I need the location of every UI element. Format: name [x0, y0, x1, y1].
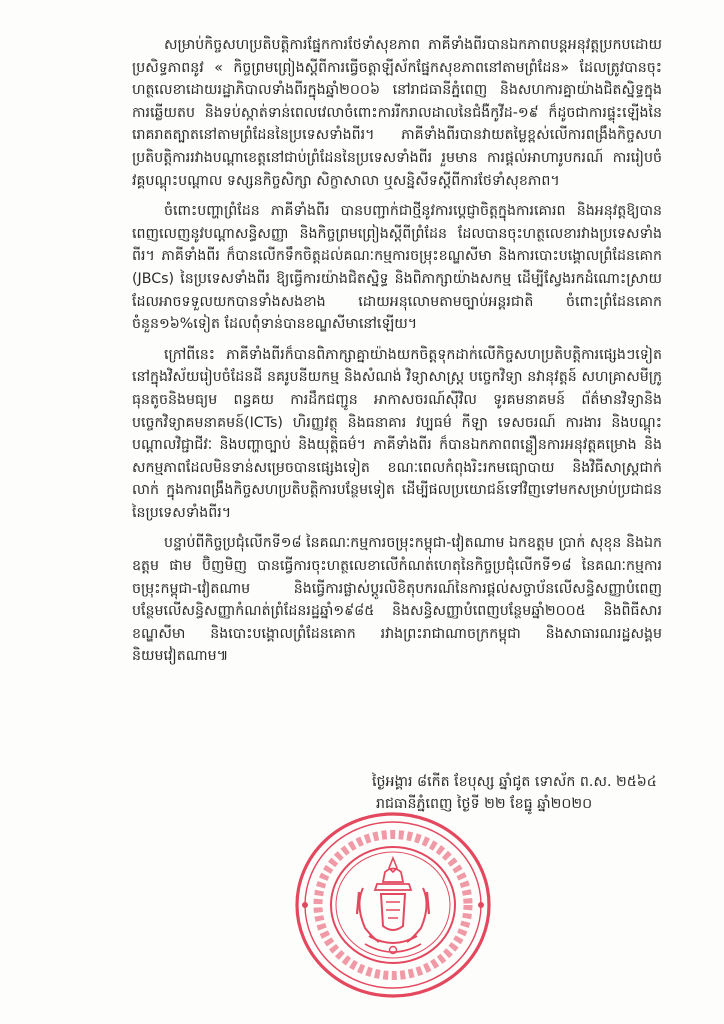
- paragraph-border-issues: ចំពោះបញ្ហាព្រំដែន ភាគីទាំងពីរ បានបញ្ជាក់ជាថ្មីនូវការប្តេជ្ញាចិត្តក្នុងការគោរព និងអនុវត្តឱ្យបានពេញលេញនូវបណ្តាសន្ធិសញ្ញា និងកិច្ចព្រមព្រៀងស្តីពីព្រំដែន ដែលបានចុះហត្ថលេខារវាងប្រទេសទាំងពីរ។ ភាគីទាំងពីរ ក៏បានលើកទឹកចិត្តដល់គណៈកម្មការចម្រុះខណ្ឌសីមា និងការបោះបង្គោលព្រំដែនគោក (JBCs) នៃប្រទេសទាំងពីរ ឱ្យធ្វើការយ៉ាងជិតស្និទ្ធ និងពិភាក្សាយ៉ាងសកម្ម ដើម្បីស្វែងរកដំណោះស្រាយដែលអាចទទួលយកបានទាំងសងខាង ដោយអនុលោមតាមច្បាប់អន្តរជាតិ ចំពោះព្រំដែនគោកចំនួន១៦%ទៀត ដែលពុំទាន់បានខណ្ឌសីមានៅឡើយ។: [132, 203, 662, 333]
- document-body: [132, 34, 662, 676]
- paragraph-signing: បន្ទាប់ពីកិច្ចប្រជុំលើកទី១៨ នៃគណៈកម្មការចម្រុះកម្ពុជា-វៀតណាម ឯកឧត្តម ប្រាក់ សុខុន និងឯកឧត្តម ផាម ប៊ិញមិញ បានធ្វើការចុះហត្ថលេខាលើកំណត់ហេតុនៃកិច្ចប្រជុំលើកទី១៨ នៃគណៈកម្មការចម្រុះកម្ពុជា-វៀតណាម និងធ្វើការផ្លាស់ប្តូរលិខិតុបករណ៍នៃការផ្តល់សច្ចាប័នលើសន្ធិសញ្ញាបំពេញបន្ថែមលើសន្ធិសញ្ញាកំណត់ព្រំដែនរដ្ឋឆ្នាំ១៩៨៥ និងសន្ធិសញ្ញាបំពេញបន្ថែមឆ្នាំ២០០៥ និងពិធីសារខណ្ឌសីមា និងបោះបង្គោលព្រំដែនគោក រវាងព្រះរាជាណាចក្រកម្ពុជា និងសាធារណរដ្ឋសង្គមនិយមវៀតណាម៕: [132, 535, 662, 665]
- paragraph-other-cooperation: ក្រៅពីនេះ ភាគីទាំងពីរក៏បានពិភាក្សាគ្នាយ៉ាងយកចិត្តទុកដាក់លើកិច្ចសហប្រតិបត្តិការផ្សេងៗទៀត នៅក្នុងវិស័យរៀបចំដែនដី នគរូបនីយកម្ម និងសំណង់ វិទ្យាសាស្ត្រ បច្ចេកវិទ្យា នវានុវត្តន៍ សហគ្រាសមីក្រូ ធុនតូចនិងមធ្យម ពន្ធគយ ការដឹកជញ្ជូន អាកាសចរណ៍ស៊ីវិល ទូរគមនាគមន៍ ព័ត៌មានវិទ្យានិងបច្ចេកវិទ្យាគមនាគមន៍(ICTs) ហិរញ្ញវត្ថុ និងធនាគារ វប្បធម៌ កីឡា ទេសចរណ៍ ការងារ និងបណ្តុះបណ្តាលវិជ្ជាជីវៈ និងបញ្ហាច្បាប់ និងយុត្តិធម៌។ ភាគីទាំងពីរ ក៏បានឯកភាពពន្លឿនការអនុវត្តគម្រោង និងសកម្មភាពដែលមិនទាន់សម្រេចបានផ្សេងទៀត ខណៈពេលកំពុងរិះរកមធ្យោបាយ និងវិធីសាស្ត្រជាក់លាក់ ក្នុងការពង្រឹងកិច្ចសហប្រតិបត្តិការបន្ថែមទៀត ដើម្បីផលប្រយោជន៍ទៅវិញទៅមកសម្រាប់ប្រជាជននៃប្រទេសទាំងពីរ។: [132, 346, 662, 521]
- official-seal-icon: [293, 810, 493, 1000]
- date-solar: រាជធានីភ្នំពេញ ថ្ងៃទី ២២ ខែធ្នូ ឆ្នាំ២០២០: [376, 796, 593, 812]
- date-lunar: ថ្ងៃអង្គារ ៨កើត ខែបុស្ស ឆ្នាំជូត ទោស័ក ព.ស. ២៥៦៤: [372, 774, 657, 790]
- date-block: [372, 771, 672, 815]
- paragraph-health-cooperation: សម្រាប់កិច្ចសហប្រតិបត្តិការផ្នែកការថែទាំសុខភាព ភាគីទាំងពីរបានឯកភាពបន្តអនុវត្តប្រកបដោយប្រសិទ្ធភាពនូវ « កិច្ចព្រមព្រៀងស្តីពីការធ្វើចត្តាឡីស័កផ្នែកសុខភាពនៅតាមព្រំដែន» ដែលត្រូវបានចុះហត្ថលេខាដោយរដ្ឋាភិបាលទាំងពីរក្នុងឆ្នាំ២០០៦ នៅរាជធានីភ្នំពេញ និងសហការគ្នាយ៉ាងជិតស្និទ្ធក្នុងការឆ្លើយតប និងទប់ស្កាត់ទាន់ពេលវេលាចំពោះការរីករាលដាលនៃជំងឺកូវីដ-១៩ ក៏ដូចជាការផ្ទុះឡើងនៃរោគរាតត្បាតនៅតាមព្រំដែននៃប្រទេសទាំងពីរ។ ភាគីទាំងពីរបានវាយតម្លៃខ្ពស់លើការពង្រឹងកិច្ចសហប្រតិបត្តិការរវាងបណ្តាខេត្តនៅជាប់ព្រំដែននៃប្រទេសទាំងពីរ រួមមាន ការផ្តល់អាហារូបករណ៍ ការរៀបចំវគ្គបណ្តុះបណ្តាល ទស្សនកិច្ចសិក្សា សិក្ខាសាលា ឬសន្និសីទស្តីពីការថែទាំសុខភាព។: [132, 37, 662, 189]
